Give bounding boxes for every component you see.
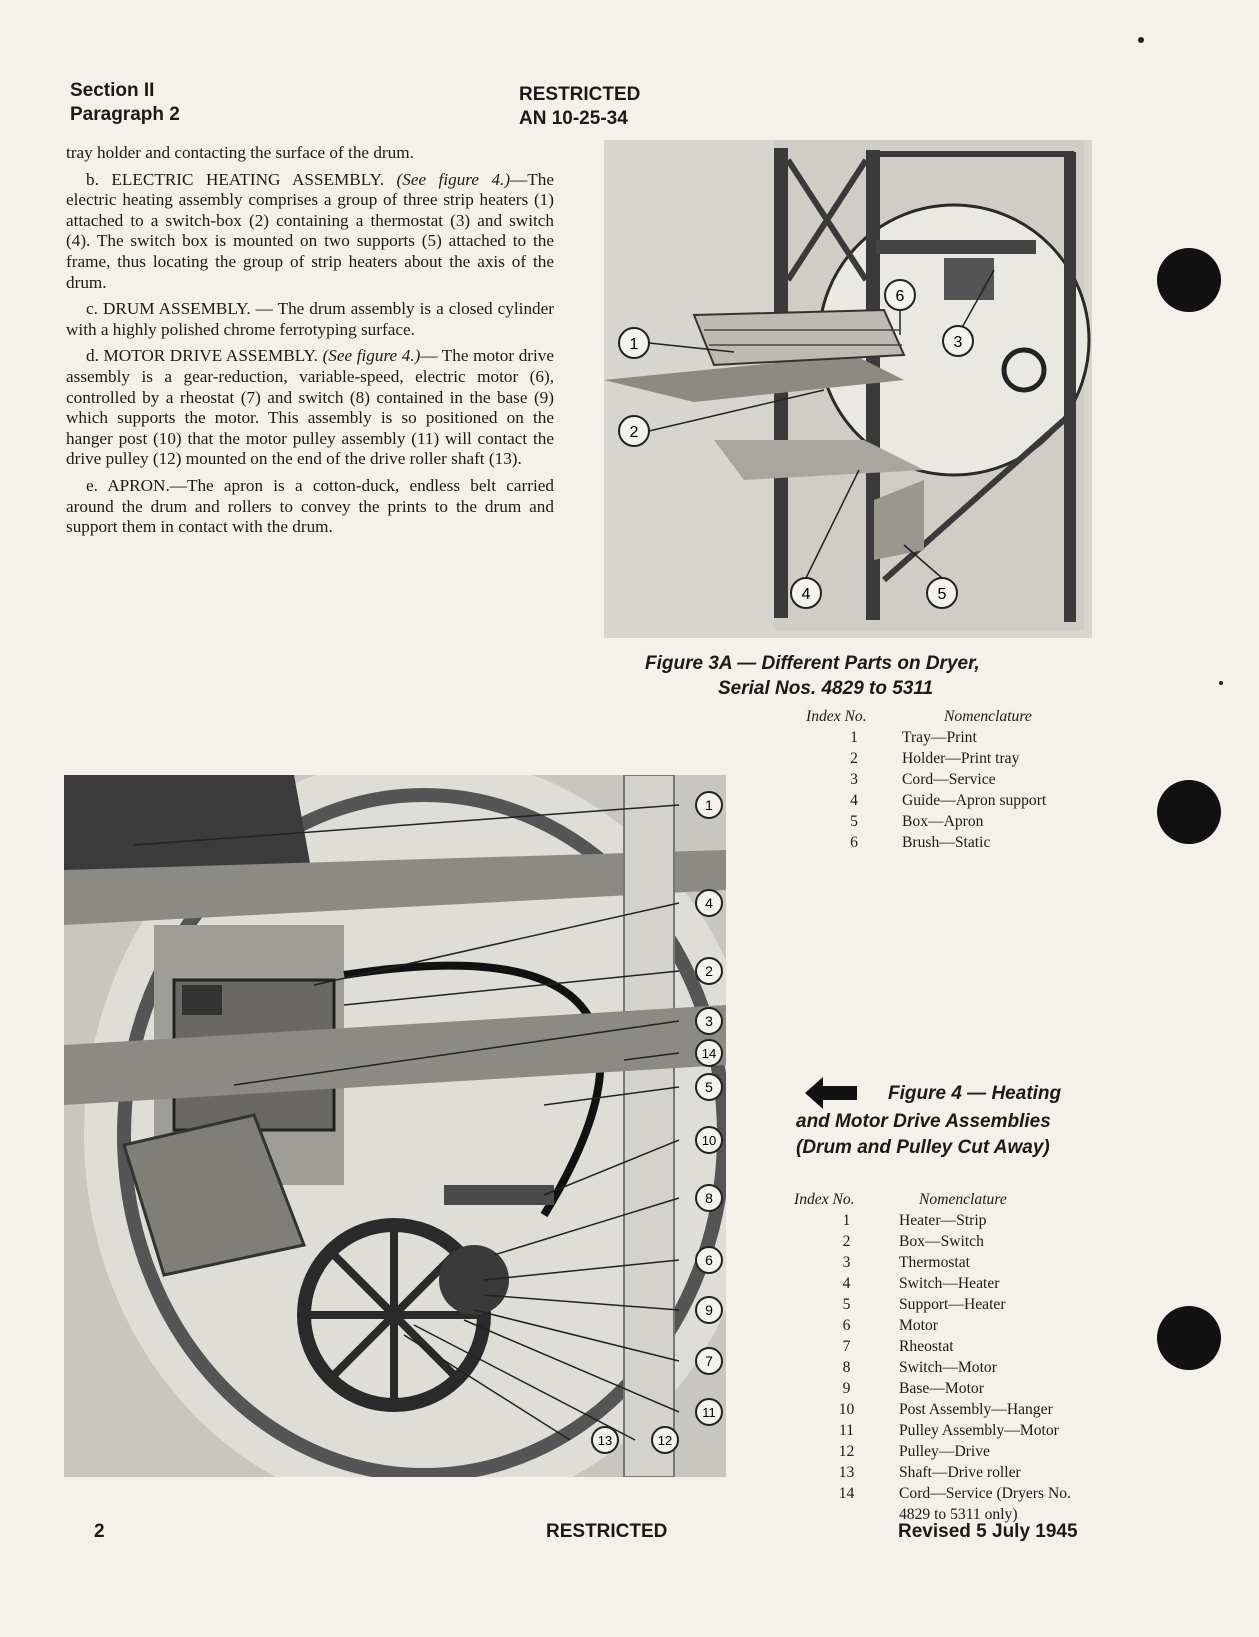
table-row: 5 Support—Heater [842, 1296, 1006, 1313]
table-row: 1 Tray—Print [850, 729, 977, 746]
revision-date: Revised 5 July 1945 [898, 1521, 1078, 1542]
table-row: 14 Cord—Service (Dryers No. 4829 to 5311 only) [838, 1485, 1071, 1523]
table-row: 13 Shaft—Drive roller [838, 1464, 1021, 1481]
callout-4-6 [696, 1247, 722, 1273]
table-row: 3 Thermostat [842, 1254, 971, 1271]
binder-hole-middle [1157, 780, 1221, 844]
callout-3a-2 [619, 416, 649, 446]
paragraph-motor-drive: d. MOTOR DRIVE ASSEMBLY. (See figure 4.)— The motor drive assembly is a gear-reduction, variable-speed, electric motor (6), controlled by a rheostat (7) and switch (8) contained in the base (9) which supports the motor. This assembly is so positioned on the hanger post (10) that the motor pulley assembly (11) will contact the drive pulley (12) mounted on the end of the drive roller shaft (13). [66, 346, 555, 469]
index-column-header: Index No. [806, 708, 867, 725]
table-row: 4 Switch—Heater [842, 1275, 1000, 1292]
svg-text:2: 2 [705, 963, 713, 979]
paragraph-heating-assembly: b. ELECTRIC HEATING ASSEMBLY. (See figure 4.)—The electric heating assembly comprises a group of three strip heaters (1) attached to a switch-box (2) containing a thermostat (3) and switch (4). The switch box is mounted on two supports (5) attached to the frame, thus locating the group of strip heaters about the axis of the drum. [66, 169, 554, 292]
binder-hole-top [1157, 248, 1221, 312]
section-label: Section II [70, 80, 155, 101]
left-arrow-icon [805, 1077, 857, 1109]
svg-text:1: 1 [705, 797, 713, 813]
figure-4-caption-line2: and Motor Drive Assemblies [796, 1111, 1051, 1132]
table-row: 8 Switch—Motor [842, 1359, 997, 1376]
svg-text:7: 7 [705, 1353, 713, 1369]
table-row: 11 Pulley Assembly—Motor [838, 1422, 1059, 1439]
svg-text:14: 14 [701, 1046, 717, 1061]
svg-text:11: 11 [702, 1405, 716, 1420]
callout-3a-5 [927, 578, 957, 608]
header-classification: RESTRICTED [519, 84, 641, 105]
callout-4-8 [696, 1185, 722, 1211]
callout-4-5 [696, 1074, 722, 1100]
svg-text:4: 4 [705, 895, 713, 911]
page-speck [1219, 681, 1223, 685]
table-row: 2 Holder—Print tray [850, 750, 1020, 767]
callout-4-2 [696, 958, 722, 984]
binder-hole-bottom [1157, 1306, 1221, 1370]
heading-motor-drive: d. MOTOR DRIVE ASSEMBLY. [86, 346, 318, 366]
figure-3a-caption-line2: Serial Nos. 4829 to 5311 [718, 678, 934, 699]
svg-text:6: 6 [895, 288, 905, 305]
figure-3a-caption-line1: Figure 3A — Different Parts on Dryer, [645, 653, 980, 674]
table-row: 10 Post Assembly—Hanger [838, 1401, 1053, 1418]
table-row: 5 Box—Apron [850, 813, 984, 830]
svg-text:2: 2 [629, 424, 639, 441]
svg-text:5: 5 [937, 586, 947, 603]
callout-4-4 [696, 890, 722, 916]
svg-text:8: 8 [705, 1190, 713, 1206]
callout-4-13 [592, 1427, 618, 1453]
nomenclature-column-header: Nomenclature [919, 1191, 1007, 1208]
callout-3a-3 [943, 326, 973, 356]
figure-3a-photo [604, 140, 1092, 638]
svg-text:4: 4 [801, 586, 811, 603]
paragraph-drum-assembly: c. DRUM ASSEMBLY. — The drum assembly is a closed cylinder with a highly polished chrome ferrotyping surface. [66, 299, 554, 339]
callout-4-11 [696, 1399, 722, 1425]
paragraph-label: Paragraph 2 [70, 104, 180, 125]
svg-text:5: 5 [705, 1079, 713, 1095]
document-number: AN 10-25-34 [519, 108, 628, 129]
svg-text:3: 3 [953, 334, 963, 351]
callout-4-10 [696, 1127, 722, 1153]
table-row: 1 Heater—Strip [842, 1212, 987, 1229]
svg-text:10: 10 [701, 1133, 717, 1148]
callout-4-9 [696, 1297, 722, 1323]
table-row: 6 Brush—Static [850, 834, 991, 851]
callout-4-7 [696, 1348, 722, 1374]
table-row: 7 Rheostat [842, 1338, 954, 1355]
table-row: 12 Pulley—Drive [838, 1443, 990, 1460]
svg-text:9: 9 [705, 1302, 713, 1318]
heading-drum-assembly: c. DRUM ASSEMBLY. [86, 299, 251, 319]
figure-3a-nomenclature-table [806, 706, 1046, 853]
figure-4-nomenclature-table [794, 1189, 1094, 1525]
body-text [66, 143, 554, 544]
table-row: 2 Box—Switch [842, 1233, 984, 1250]
figure-ref: (See figure 4.) [322, 346, 421, 366]
callout-4-1 [696, 792, 722, 818]
page-speck [1138, 37, 1144, 43]
svg-text:13: 13 [597, 1433, 613, 1448]
callout-4-3 [696, 1008, 722, 1034]
callout-3a-6 [885, 280, 915, 310]
nomenclature-column-header: Nomenclature [944, 708, 1032, 725]
table-row: 3 Cord—Service [850, 771, 996, 788]
svg-text:3: 3 [705, 1013, 713, 1029]
svg-text:1: 1 [629, 336, 639, 353]
table-row: 9 Base—Motor [842, 1380, 984, 1397]
paragraph-apron: e. APRON.—The apron is a cotton-duck, endless belt carried around the drum and rollers to convey the prints to the drum and support them in contact with the drum. [66, 475, 554, 537]
table-row: 6 Motor [842, 1317, 938, 1334]
page-number: 2 [94, 1521, 105, 1542]
callout-3a-1 [619, 328, 649, 358]
figure-ref: (See figure 4.) [396, 169, 511, 189]
figure-4-caption-line3: (Drum and Pulley Cut Away) [796, 1137, 1050, 1158]
callout-4-14 [696, 1040, 722, 1066]
callout-4-12 [652, 1427, 678, 1453]
callout-3a-4 [791, 578, 821, 608]
paragraph-continuation: tray holder and contacting the surface of the drum. [66, 143, 414, 162]
svg-text:6: 6 [705, 1252, 713, 1268]
index-column-header: Index No. [794, 1191, 855, 1208]
footer-classification: RESTRICTED [546, 1521, 668, 1542]
heading-heating-assembly: b. ELECTRIC HEATING ASSEMBLY. [86, 169, 385, 189]
figure-4-photo [64, 775, 726, 1477]
heading-apron: e. APRON. [86, 475, 170, 495]
table-row: 4 Guide—Apron support [850, 792, 1047, 809]
svg-text:12: 12 [657, 1433, 673, 1448]
figure-4-caption-line1: Figure 4 — Heating [888, 1083, 1062, 1104]
